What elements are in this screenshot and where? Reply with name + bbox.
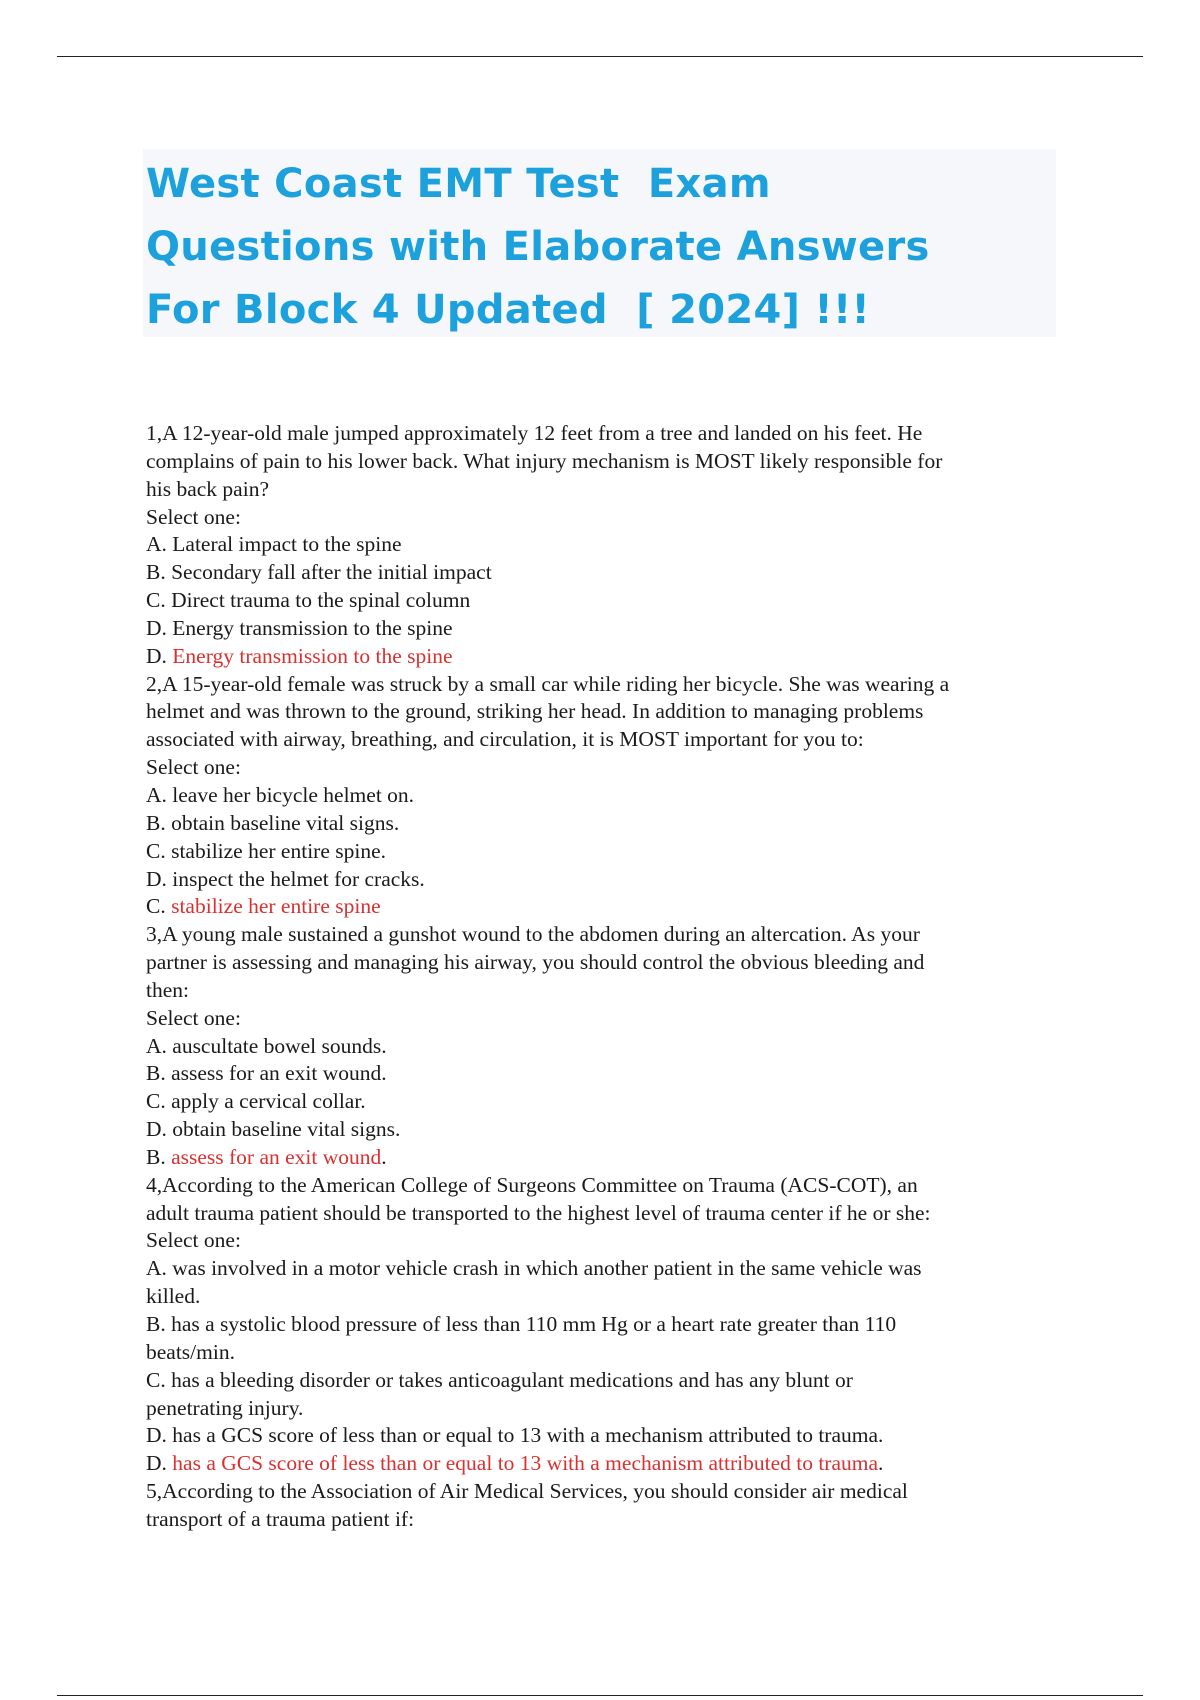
question-stem: his back pain? [146,476,269,501]
question-stem: associated with airway, breathing, and circulation, it is MOST important for you to: [146,727,864,752]
option-b: B. obtain baseline vital signs. [146,810,400,835]
select-prompt: Select one: [146,504,241,529]
question-list [146,420,1066,1534]
document-title [146,153,1046,342]
option-c: C. Direct trauma to the spinal column [146,588,471,613]
option-a: A. was involved in a motor vehicle crash in which another patient in the same vehicle was [146,1256,922,1281]
question-stem: 3,A young male sustained a gunshot wound to the abdomen during an altercation. As your [146,922,920,947]
question-5 [146,1478,1066,1534]
answer-letter: C. [146,894,172,919]
question-stem: transport of a trauma patient if: [146,1506,415,1531]
question-stem: complains of pain to his lower back. What injury mechanism is MOST likely responsible for [146,448,943,473]
option-c: C. has a bleeding disorder or takes anticoagulant medications and has any blunt or [146,1367,853,1392]
option-b: B. has a systolic blood pressure of less than 110 mm Hg or a heart rate greater than 110 [146,1312,897,1336]
option-d: D. Energy transmission to the spine [146,615,453,640]
answer-text: assess for an exit wound [171,1144,382,1169]
option-c-continued: penetrating injury. [146,1395,304,1420]
bottom-rule [57,1695,1143,1696]
question-4 [146,1172,1066,1478]
question-2 [146,671,1066,922]
answer-letter: D. [146,643,173,668]
answer-line [146,643,1066,671]
answer-text: stabilize her entire spine [171,894,381,919]
option-b: B. assess for an exit wound. [146,1061,387,1086]
option-d: D. obtain baseline vital signs. [146,1117,401,1142]
answer-line [146,1450,1066,1478]
option-b-continued: beats/min. [146,1339,235,1364]
question-stem: 5,According to the Association of Air Medical Services, you should consider air medical [146,1479,908,1504]
option-d: D. has a GCS score of less than or equal to 13 with a mechanism attributed to trauma. [146,1423,884,1448]
answer-line [146,893,1066,921]
option-a-continued: killed. [146,1284,201,1309]
top-rule [57,56,1143,57]
question-stem: 4,According to the American College of Surgeons Committee on Trauma (ACS-COT), an [146,1172,918,1197]
question-1 [146,420,1066,671]
title-line: Questions with Elaborate Answers [146,224,930,270]
answer-letter: B. [146,1144,172,1169]
question-stem: partner is assessing and managing his airway, you should control the obvious bleeding and [146,950,925,975]
option-d: D. inspect the helmet for cracks. [146,866,425,891]
select-prompt: Select one: [146,1228,241,1253]
question-stem: 2,A 15-year-old female was struck by a small car while riding her bicycle. She was wearing a [146,671,950,696]
answer-end: . [381,1144,387,1169]
select-prompt: Select one: [146,1005,241,1030]
option-b: B. Secondary fall after the initial impact [146,560,492,585]
answer-text: has a GCS score of less than or equal to 13 with a mechanism attributed to trauma [172,1451,879,1476]
question-stem: adult trauma patient should be transported to the highest level of trauma center if he or she: [146,1200,931,1225]
question-3 [146,921,1066,1172]
question-stem: 1,A 12-year-old male jumped approximately 12 feet from a tree and landed on his feet. He [146,421,923,445]
answer-end: . [878,1451,884,1476]
option-a: A. leave her bicycle helmet on. [146,782,415,807]
question-stem: helmet and was thrown to the ground, striking her head. In addition to managing problems [146,699,924,724]
title-line: West Coast EMT Test Exam [146,161,771,207]
answer-letter: D. [146,1451,173,1476]
question-stem: then: [146,977,189,1002]
option-c: C. apply a cervical collar. [146,1089,366,1114]
option-c: C. stabilize her entire spine. [146,838,387,863]
answer-text: Energy transmission to the spine [172,643,453,668]
select-prompt: Select one: [146,755,241,780]
title-line: For Block 4 Updated [ 2024] !!! [146,287,871,333]
option-a: A. auscultate bowel sounds. [146,1033,387,1058]
option-a: A. Lateral impact to the spine [146,532,402,557]
answer-line [146,1144,1066,1172]
